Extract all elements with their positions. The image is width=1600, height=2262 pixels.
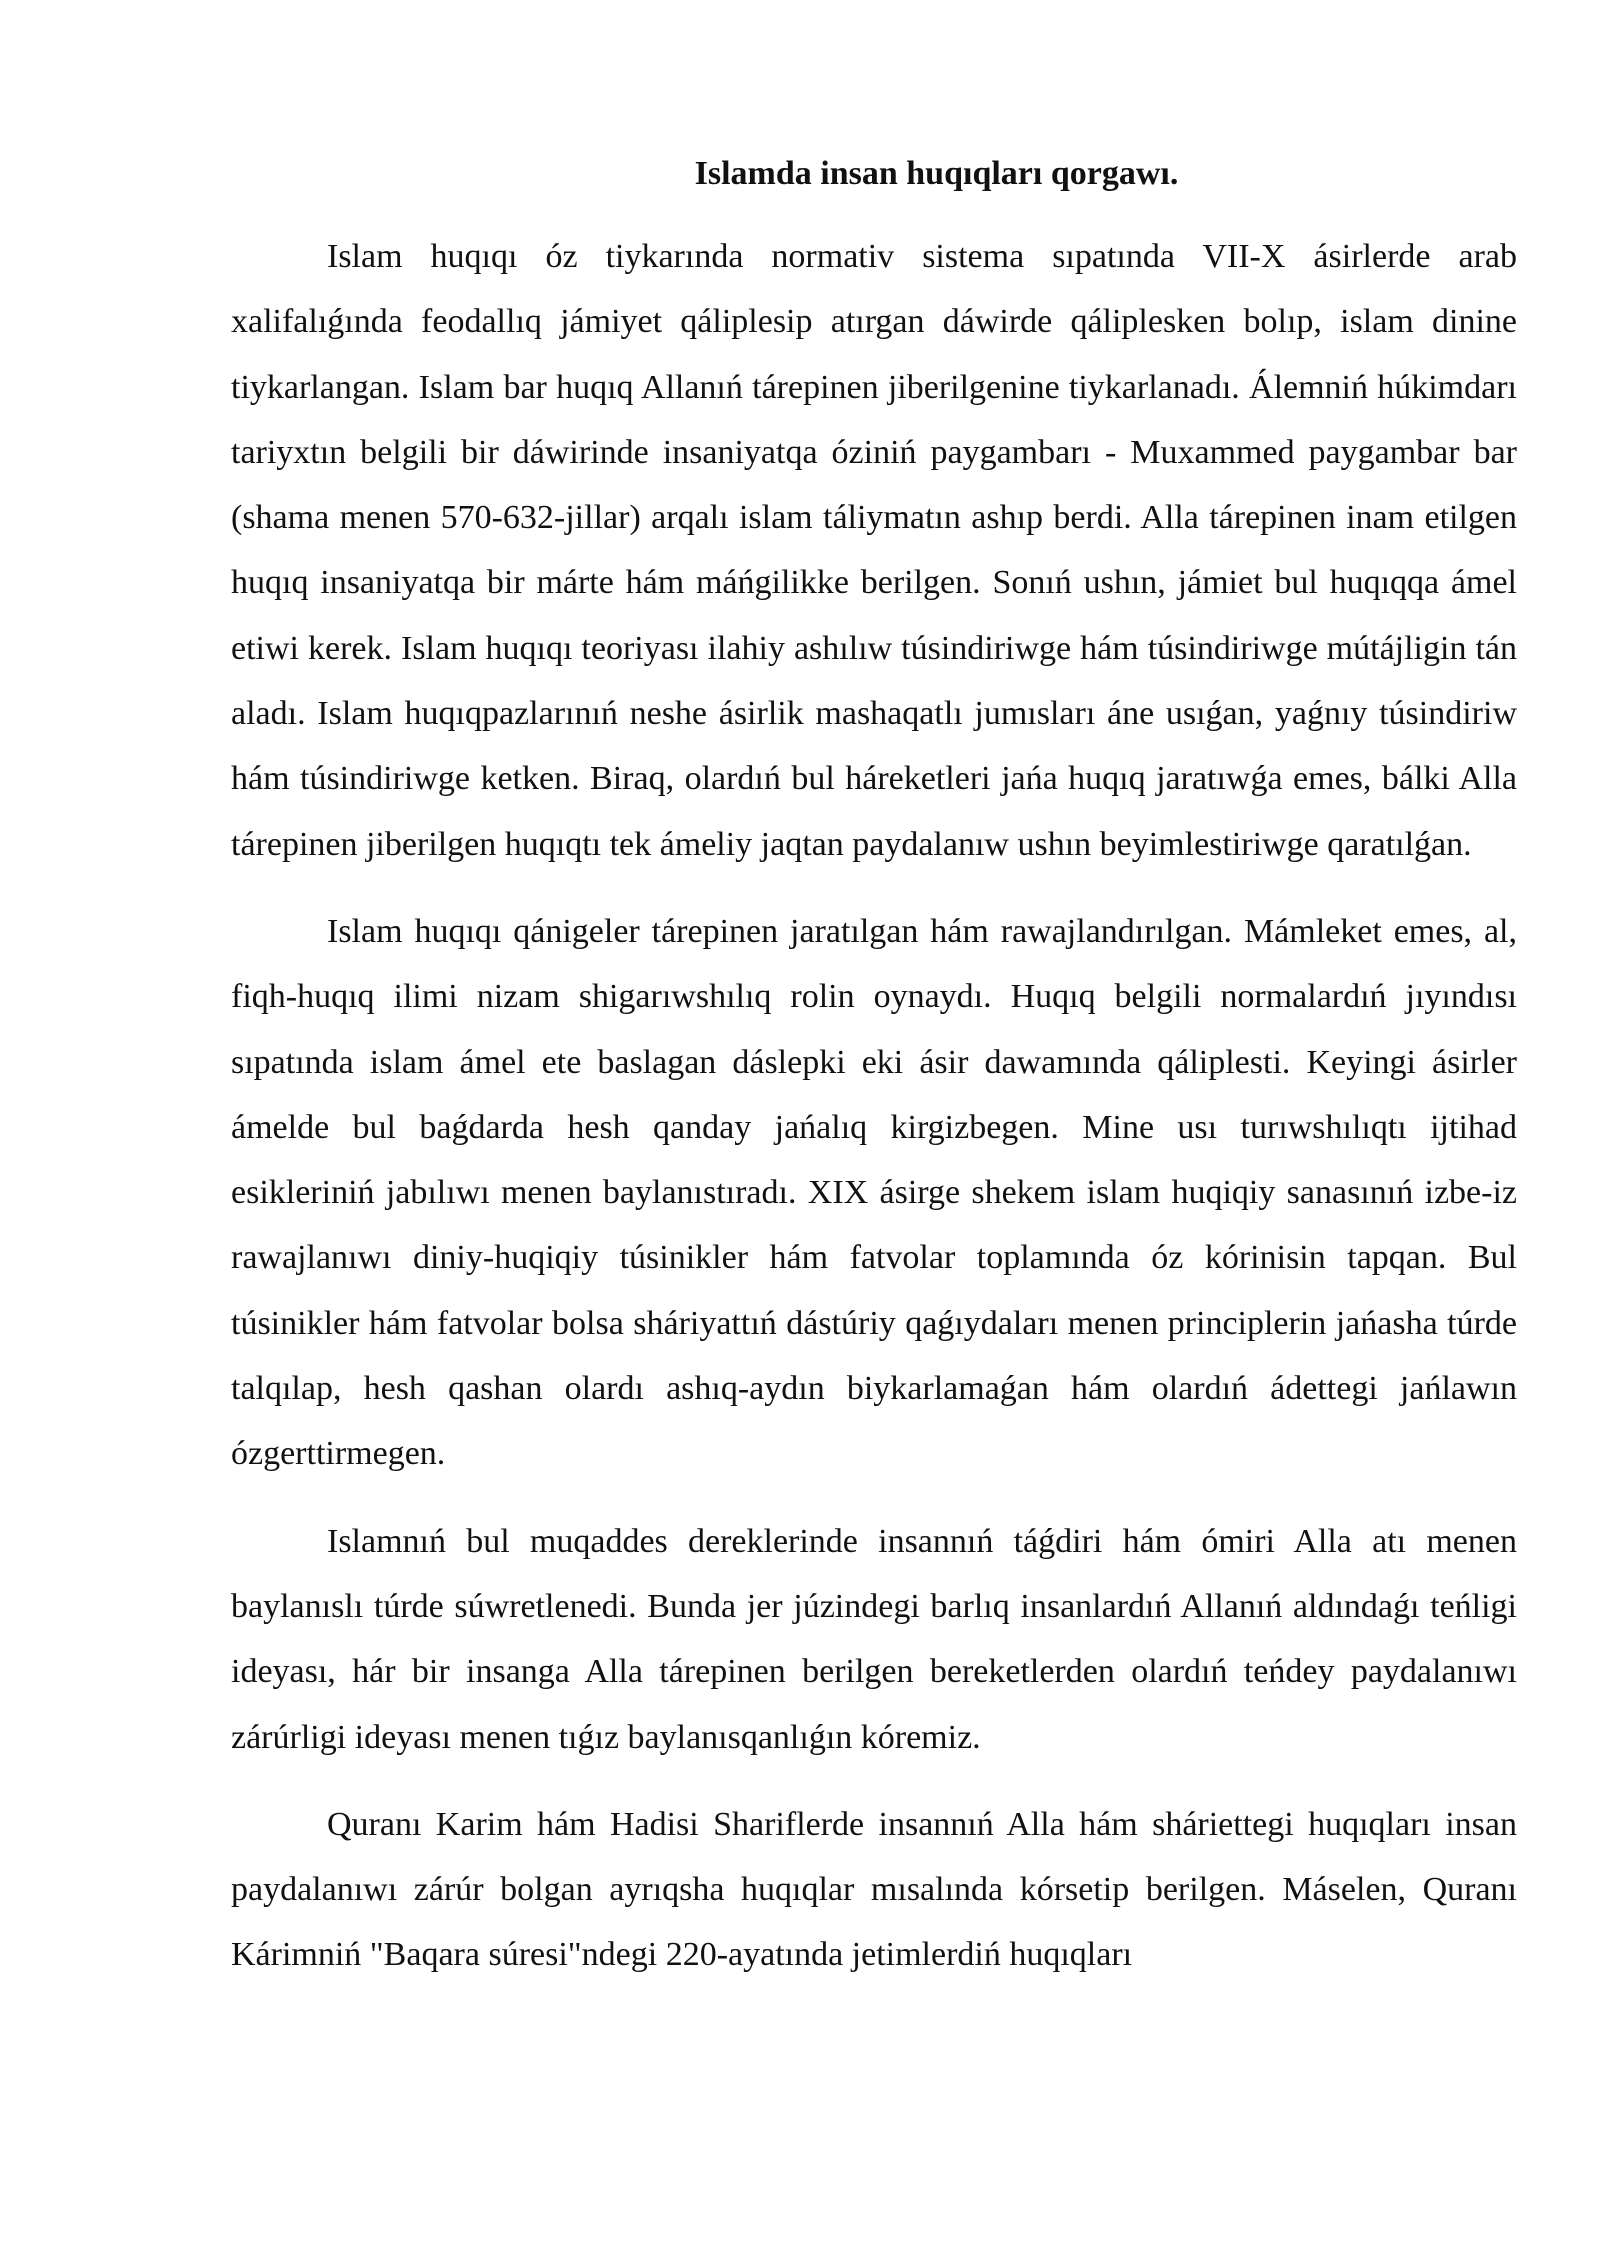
paragraph-4: Quranı Karim hám Hadisi Shariflerde insannıń Alla hám sháriettegi huqıqları insan paydalanıwı zárúr bolgan ayrıqsha huqıqlar mısalında kórsetip berilgen. Máselen, Quranı Kárimniń "Baqara súresi"ndegi 220-ayatında jetimlerdiń huqıqları	[231, 1805, 1517, 1974]
document-body	[231, 150, 1517, 2010]
paragraph-1: Islam huqıqı óz tiykarında normativ sistema sıpatında VII-X ásirlerde arab xalifalıǵında feodallıq jámiyet qáliplesip atırgan dáwirde qáliplesken bolıp, islam dinine tiykarlangan. Islam bar huqıq Allanıń tárepinen jiberilgenine tiykarlanadı. Álemniń húkimdarı tariyxtın belgili bir dáwirinde insaniyatqa óziniń paygambarı - Muxammed paygambar bar (shama menen 570-632-jillar) arqalı islam táliymatın ashıp berdi. Alla tárepinen inam etilgen huqıq insaniyatqa bir márte hám máńgilikke berilgen. Sonıń ushın, jámiet bul huqıqqa ámel etiwi kerek. Islam huqıqı teoriyası ilahiy ashılıw túsindiriwge hám túsindiriwge mútájligin tán aladı. Islam huqıqpazlarınıń neshe ásirlik mashaqatlı jumısları áne usıǵan, yaǵnıy túsindiriw hám túsindiriwge ketken. Biraq, olardıń bul háreketleri jańa huqıq jaratıwǵa emes, bálki Alla tárepinen jiberilgen huqıqtı tek ámeliy jaqtan paydalanıw ushın beyimlestiriwge qaratılǵan.	[231, 238, 1517, 863]
document-title: Islamda insan huqıqları qorgawı.	[694, 155, 1179, 192]
paragraph-3: Islamnıń bul muqaddes dereklerinde insannıń táǵdiri hám ómiri Alla atı menen baylanıslı túrde súwretlenedi. Bunda jer júzindegi barlıq insanlardıń Allanıń aldındaǵı teńligi ideyası, hár bir insanga Alla tárepinen berilgen bereketlerden olardıń teńdey paydalanıwı zárúrligi ideyası menen tıǵız baylanısqanlıǵın kóremiz.	[231, 1522, 1517, 1756]
paragraph-2: Islam huqıqı qánigeler tárepinen jaratılgan hám rawajlandırılgan. Mámleket emes, al, fiqh-huqıq ilimi nizam shigarıwshılıq rolin oynaydı. Huqıq belgili normalardıń jıyındısı sıpatında islam ámel ete baslagan dáslepki eki ásir dawamında qáliplesti. Keyingi ásirler ámelde bul baǵdarda hesh qanday jańalıq kirgizbegen. Mine usı turıwshılıqtı ijtihad esikleriniń jabılıwı menen baylanıstıradı. XIX ásirge shekem islam huqiqiy sanasınıń izbe-iz rawajlanıwı diniy-huqiqiy túsinikler hám fatvolar toplamında óz kórinisin tapqan. Bul túsinikler hám fatvolar bolsa sháriyattıń dástúriy qaǵıydaları menen principlerin jańasha túrde talqılap, hesh qashan olardı ashıq-aydın biykarlamaǵan hám olardıń ádettegi jańlawın ózgerttirmegen.	[231, 912, 1517, 1473]
